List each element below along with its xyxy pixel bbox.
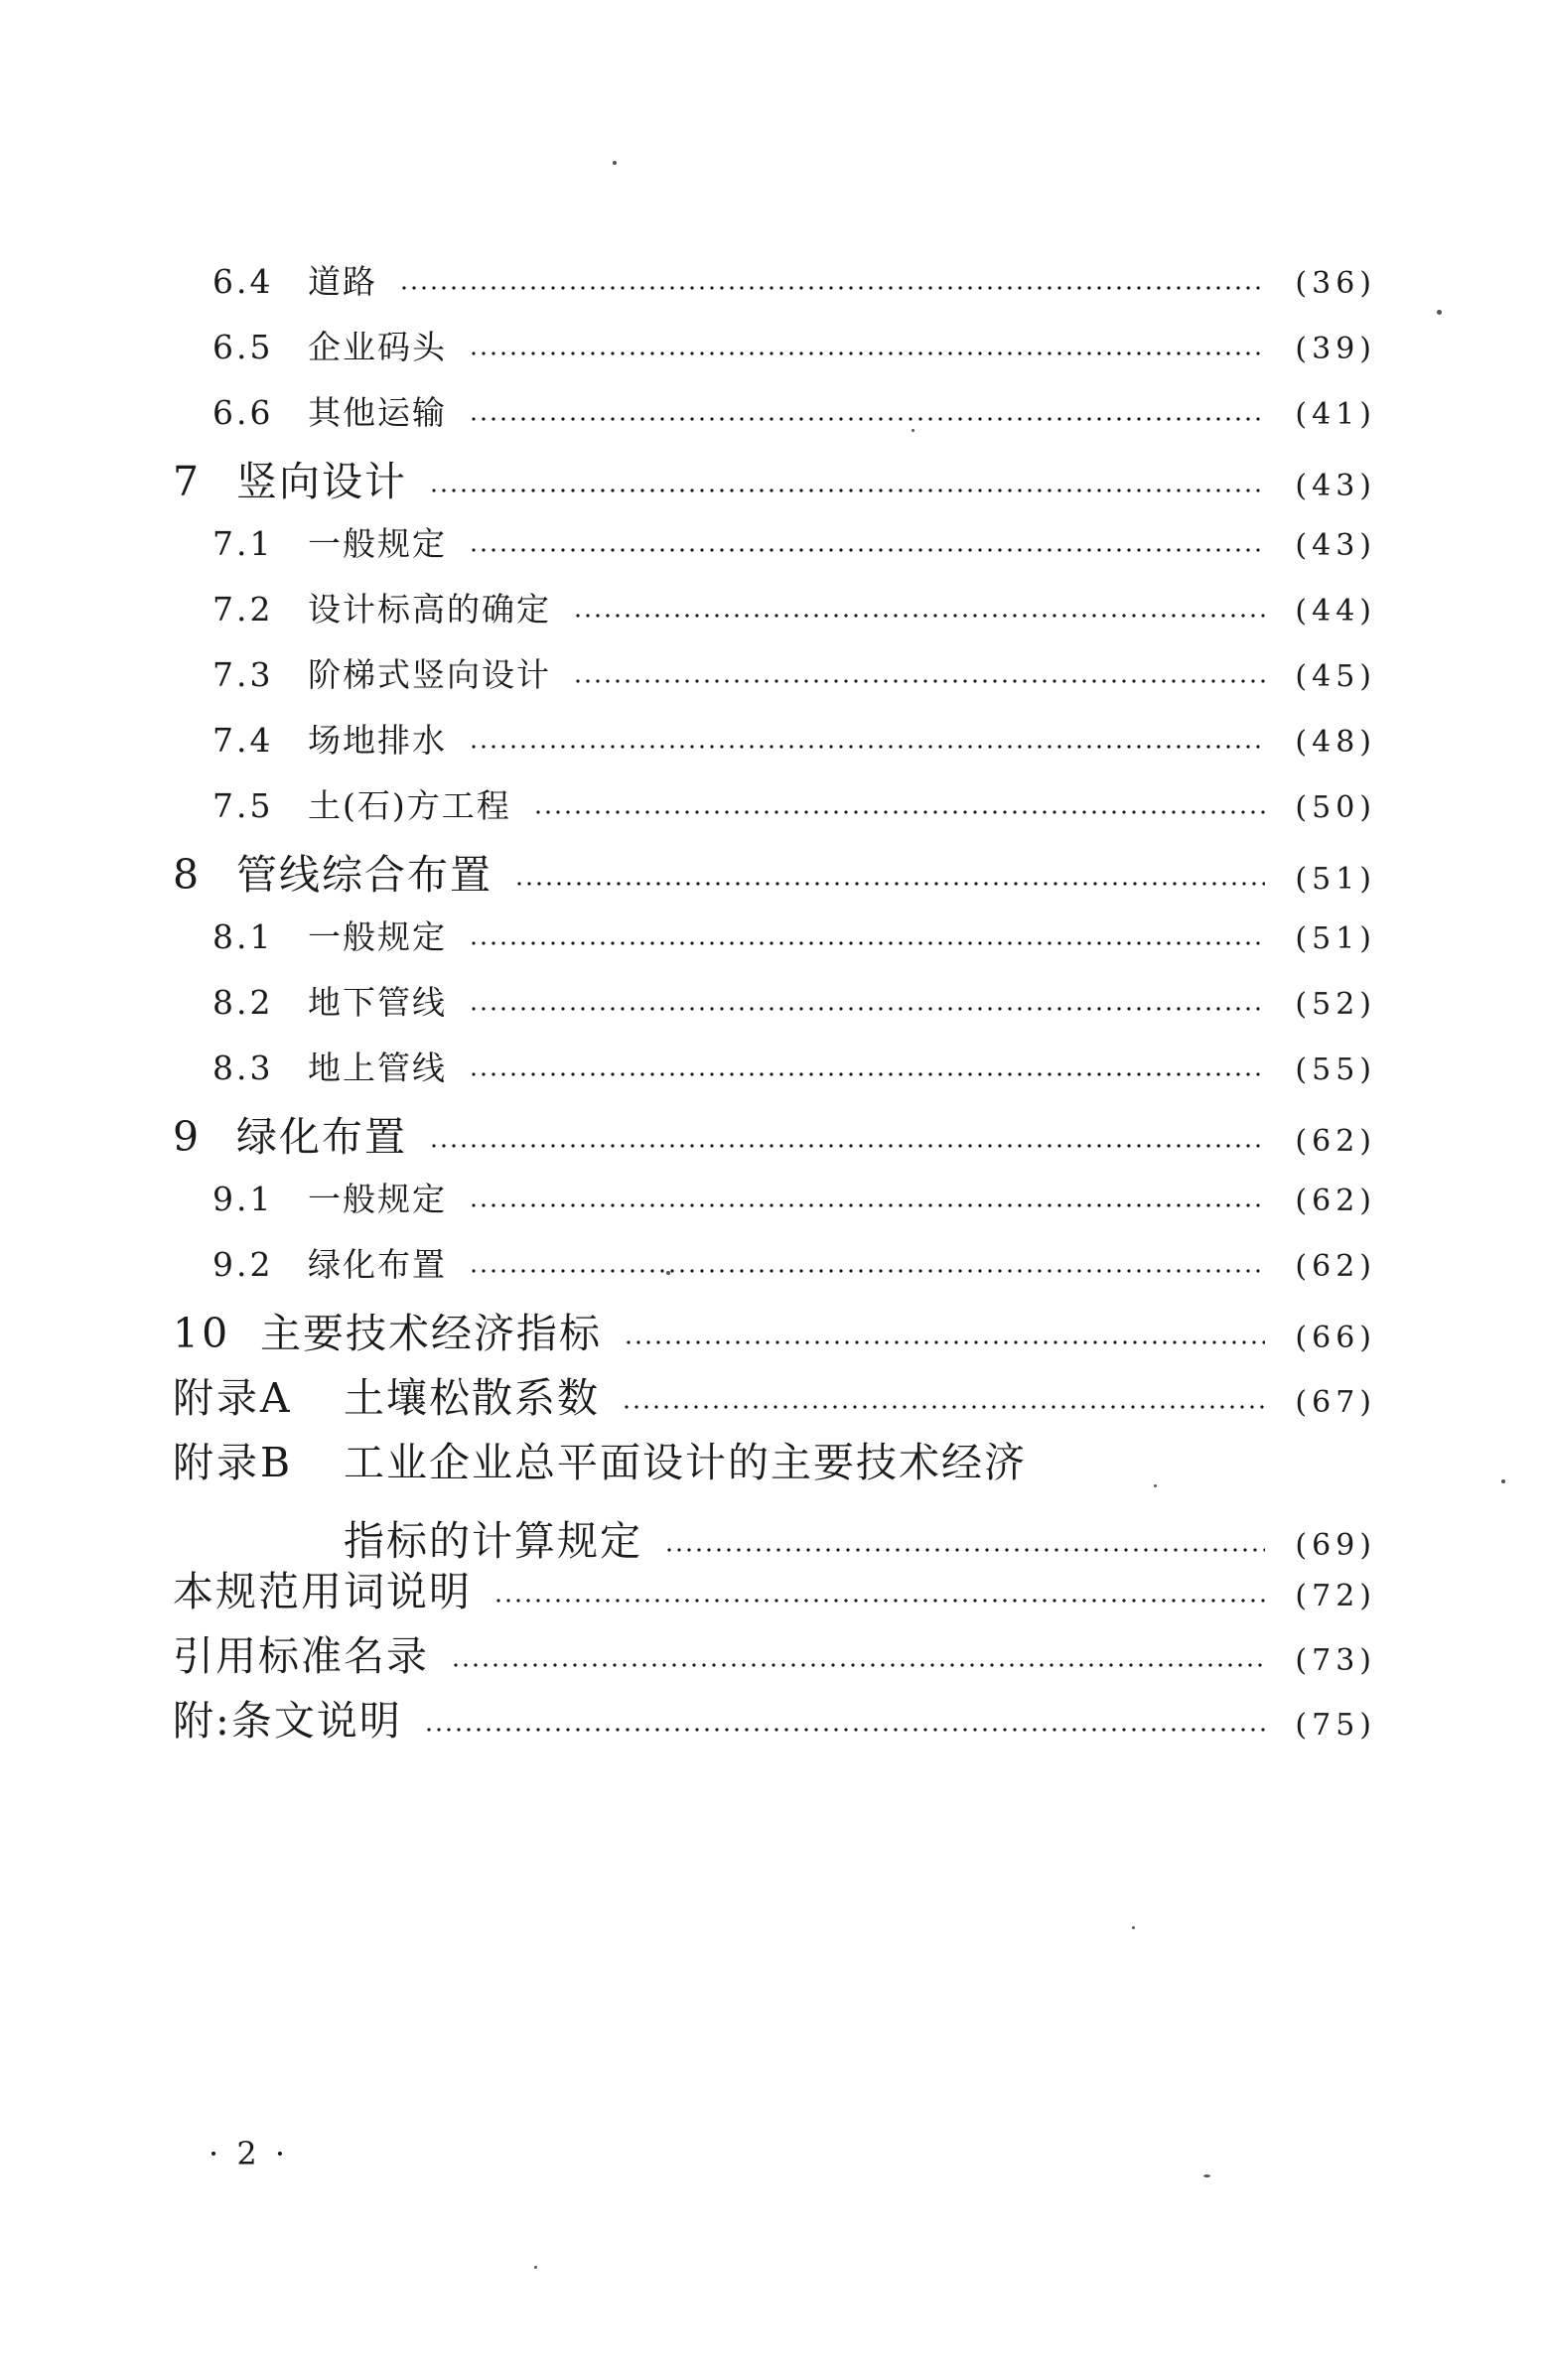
chapter-number: 8	[173, 851, 203, 899]
scan-speck	[912, 429, 914, 432]
dot-leader	[424, 1728, 1265, 1732]
toc-entry-7-2[interactable]	[212, 584, 1376, 630]
section-number: 6.4	[212, 262, 274, 301]
toc-entry-9-2[interactable]	[212, 1239, 1376, 1286]
scan-speck	[666, 1271, 670, 1275]
page-number: (66)	[1295, 1321, 1376, 1355]
page-number: (52)	[1295, 987, 1376, 1022]
dot-leader	[469, 351, 1265, 355]
toc-entry-9-1[interactable]	[212, 1174, 1376, 1220]
dot-leader	[533, 810, 1265, 814]
page-number: (62)	[1295, 1249, 1376, 1284]
dot-leader	[469, 417, 1265, 421]
section-number: 7.4	[212, 721, 274, 760]
page-number: (43)	[1295, 528, 1376, 563]
page-number: (51)	[1295, 921, 1376, 956]
page-number: (67)	[1295, 1385, 1376, 1420]
dot-leader	[469, 1007, 1265, 1011]
dot-leader	[399, 286, 1265, 290]
scan-speck	[1501, 1479, 1505, 1483]
toc-entry-appendix-a[interactable]	[173, 1365, 1376, 1424]
toc-entry-8-2[interactable]	[212, 977, 1376, 1024]
entry-title: 附:条文说明	[173, 1697, 402, 1745]
chapter-number: 9	[173, 1113, 203, 1161]
toc-entry-7-3[interactable]	[212, 649, 1376, 696]
page-number: (36)	[1295, 266, 1376, 301]
chapter-number: 10	[173, 1310, 231, 1357]
section-title: 企业码头	[308, 328, 447, 366]
section-number: 9.1	[212, 1180, 274, 1218]
dot-leader	[514, 882, 1265, 886]
dot-leader	[664, 1548, 1265, 1552]
section-title: 场地排水	[308, 721, 447, 760]
chapter-title: 绿化布置	[236, 1113, 407, 1161]
toc-entry-7-4[interactable]	[212, 715, 1376, 762]
page-number: (44)	[1295, 594, 1376, 629]
page-number: (62)	[1295, 1184, 1376, 1218]
section-number: 6.6	[212, 393, 274, 432]
page-number: (51)	[1295, 862, 1376, 897]
toc-entry-7[interactable]	[173, 449, 1376, 507]
appendix-number: 附录A	[173, 1374, 293, 1422]
scan-speck	[534, 2266, 537, 2269]
appendix-title: 土壤松散系数	[344, 1374, 600, 1422]
dot-leader	[469, 1269, 1265, 1273]
page-number: (41)	[1295, 397, 1376, 432]
section-title: 其他运输	[308, 393, 447, 432]
page-folio: · 2 ·	[209, 2135, 290, 2172]
toc-entry-8-3[interactable]	[212, 1043, 1376, 1089]
dot-leader	[469, 941, 1265, 945]
toc-entry-9[interactable]	[173, 1104, 1376, 1163]
dot-leader	[451, 1663, 1265, 1667]
section-title: 土(石)方工程	[308, 786, 511, 825]
page-number: (48)	[1295, 725, 1376, 760]
dot-leader	[624, 1340, 1265, 1344]
section-title: 一般规定	[308, 1180, 447, 1218]
section-title: 一般规定	[308, 524, 447, 563]
appendix-b-line1	[173, 1430, 1376, 1488]
dot-leader	[469, 1203, 1265, 1207]
scan-speck	[1132, 1926, 1135, 1929]
section-number: 9.2	[212, 1245, 274, 1284]
dot-leader	[493, 1599, 1265, 1603]
dot-leader	[429, 489, 1265, 492]
toc-entry-7-5[interactable]	[212, 780, 1376, 827]
appendix-number: 附录B	[173, 1439, 294, 1486]
toc-entry-10[interactable]	[173, 1301, 1376, 1359]
dot-leader	[573, 614, 1265, 618]
page-number: (39)	[1295, 332, 1376, 366]
toc-entry-6-5[interactable]	[212, 322, 1376, 368]
section-number: 8.2	[212, 983, 274, 1022]
dot-leader	[622, 1405, 1265, 1409]
page-number: (72)	[1295, 1579, 1376, 1613]
page-number: (73)	[1295, 1643, 1376, 1678]
section-number: 6.5	[212, 328, 274, 366]
section-title: 道路	[308, 262, 377, 301]
scan-speck	[613, 161, 617, 165]
toc-entry-explanation[interactable]	[173, 1688, 1376, 1747]
page-number: (69)	[1295, 1528, 1376, 1563]
dot-leader	[469, 548, 1265, 552]
toc-entry-6-4[interactable]	[212, 256, 1376, 303]
scan-speck	[1437, 310, 1442, 315]
section-title: 地下管线	[308, 983, 447, 1022]
dot-leader	[469, 745, 1265, 749]
page-number: (75)	[1295, 1708, 1376, 1743]
appendix-title-line1: 工业企业总平面设计的主要技术经济	[344, 1439, 1027, 1486]
section-title: 绿化布置	[308, 1245, 447, 1284]
page-number: (55)	[1295, 1052, 1376, 1087]
toc-entry-8[interactable]	[173, 842, 1376, 901]
section-title: 一般规定	[308, 917, 447, 956]
toc-entry-terms[interactable]	[173, 1559, 1376, 1617]
dot-leader	[469, 1072, 1265, 1076]
section-number: 8.3	[212, 1049, 274, 1087]
entry-title: 引用标准名录	[173, 1632, 429, 1680]
section-number: 7.3	[212, 655, 274, 694]
section-title: 设计标高的确定	[308, 590, 551, 629]
entry-title: 本规范用词说明	[173, 1568, 472, 1615]
dot-leader	[573, 679, 1265, 683]
section-number: 7.1	[212, 524, 274, 563]
toc-entry-6-6[interactable]	[212, 387, 1376, 434]
dot-leader	[429, 1144, 1265, 1148]
section-number: 7.5	[212, 786, 274, 825]
appendix-title-line2: 指标的计算规定	[344, 1517, 642, 1565]
chapter-title: 竖向设计	[236, 458, 407, 505]
toc-entry-7-1[interactable]	[212, 518, 1376, 565]
section-title: 阶梯式竖向设计	[308, 655, 551, 694]
toc-entry-appendix-b[interactable]	[173, 1430, 1376, 1567]
chapter-title: 管线综合布置	[236, 851, 492, 899]
section-number: 8.1	[212, 917, 274, 956]
page-number: (50)	[1295, 790, 1376, 825]
section-title: 地上管线	[308, 1049, 447, 1087]
toc-entry-references[interactable]	[173, 1623, 1376, 1682]
page-number: (45)	[1295, 659, 1376, 694]
toc-entry-8-1[interactable]	[212, 911, 1376, 958]
scan-speck	[1154, 1484, 1157, 1487]
chapter-number: 7	[173, 458, 203, 505]
chapter-title: 主要技术经济指标	[260, 1310, 602, 1357]
scan-speck	[1203, 2174, 1210, 2177]
page-number: (43)	[1295, 469, 1376, 503]
page-number: (62)	[1295, 1124, 1376, 1159]
section-number: 7.2	[212, 590, 274, 629]
